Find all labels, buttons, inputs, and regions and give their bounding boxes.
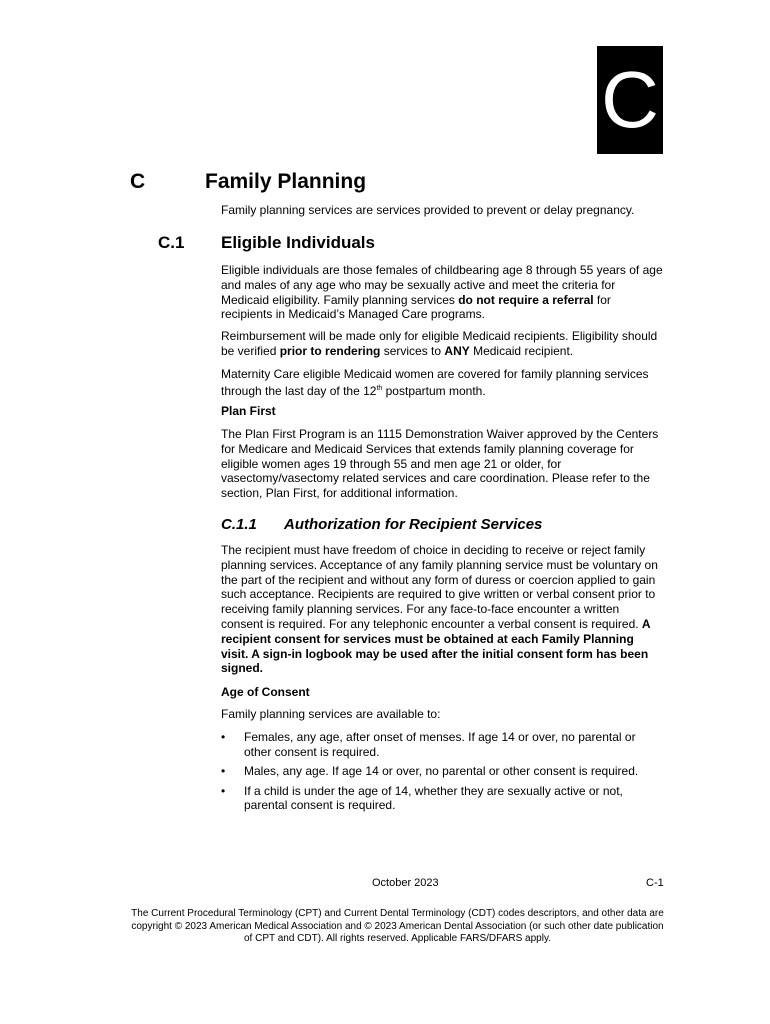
authorization-paragraph: The recipient must have freedom of choice in deciding to receive or reject family planning services. Acceptance of any family planning service must be voluntary on the part of the recipient and without any form of duress or coercion applied to gain such acceptance. Recipients are required to give written or verbal consent prior to receiving family planning services. For any face-to-face encounter a written consent is required. For any telephonic encounter a verbal consent is required. A recipient consent for services must be obtained at each Family Planning visit. A sign-in logbook may be used after the initial consent form has been signed. [221, 543, 658, 676]
reimbursement-paragraph: Reimbursement will be made only for eligible Medicaid recipients. Eligibility should be verified prior to rendering services to ANY Medicaid recipient. [221, 329, 658, 358]
subsubsection-number: C.1.1 [221, 516, 257, 533]
list-item: • Males, any age. If age 14 or over, no parental or other consent is required. [221, 764, 639, 779]
age-of-consent-intro: Family planning services are available to: [221, 707, 441, 721]
age-of-consent-heading: Age of Consent [221, 685, 310, 699]
consent-bullet-list [221, 730, 663, 818]
subsection-number: C.1 [158, 233, 185, 252]
section-number: C [130, 170, 146, 193]
section-intro: Family planning services are services provided to prevent or delay pregnancy. [221, 203, 635, 217]
bullet-icon: • [221, 730, 226, 744]
bullet-icon: • [221, 783, 226, 798]
subsection-title: Eligible Individuals [221, 233, 375, 252]
eligibility-paragraph: Eligible individuals are those females of childbearing age 8 through 55 years of age and males of any age who may be sexually active and meet the criteria for Medicaid eligibility. Family planning services do not require a referral for recipients in Medicaid’s Managed Care programs. [221, 263, 663, 322]
subsubsection-title: Authorization for Recipient Services [284, 516, 543, 533]
section-title: Family Planning [205, 170, 367, 193]
list-item: • If a child is under the age of 14, whether they are sexually active or not, parental consent is required. [221, 783, 623, 813]
plan-first-paragraph: The Plan First Program is an 1115 Demonstration Waiver approved by the Centers for Medicare and Medicaid Services that extends family planning coverage for eligible women ages 19 through 55 and men age 21 or older, for vasectomy/vasectomy related services and care coordination. Please refer to the section, Plan First, for additional information. [221, 427, 659, 501]
copyright-notice: The Current Procedural Terminology (CPT) and Current Dental Terminology (CDT) codes descriptors, and other data are copyright © 2023 American Medical Association and © 2023 American Dental Association (or such other date publication of CPT and CDT). All rights reserved. Applicable FARS/DFARS apply. [131, 908, 664, 944]
maternity-paragraph: Maternity Care eligible Medicaid women are covered for family planning services through the last day of the 12th postpartum month. [221, 367, 649, 398]
footer-date: October 2023 [372, 877, 439, 889]
page-number: C-1 [646, 877, 664, 889]
chapter-tab: C [597, 46, 663, 154]
list-item: • Females, any age, after onset of menses. If age 14 or over, no parental or other consent is required. [221, 730, 636, 759]
plan-first-heading: Plan First [221, 404, 276, 418]
bullet-icon: • [221, 764, 226, 779]
